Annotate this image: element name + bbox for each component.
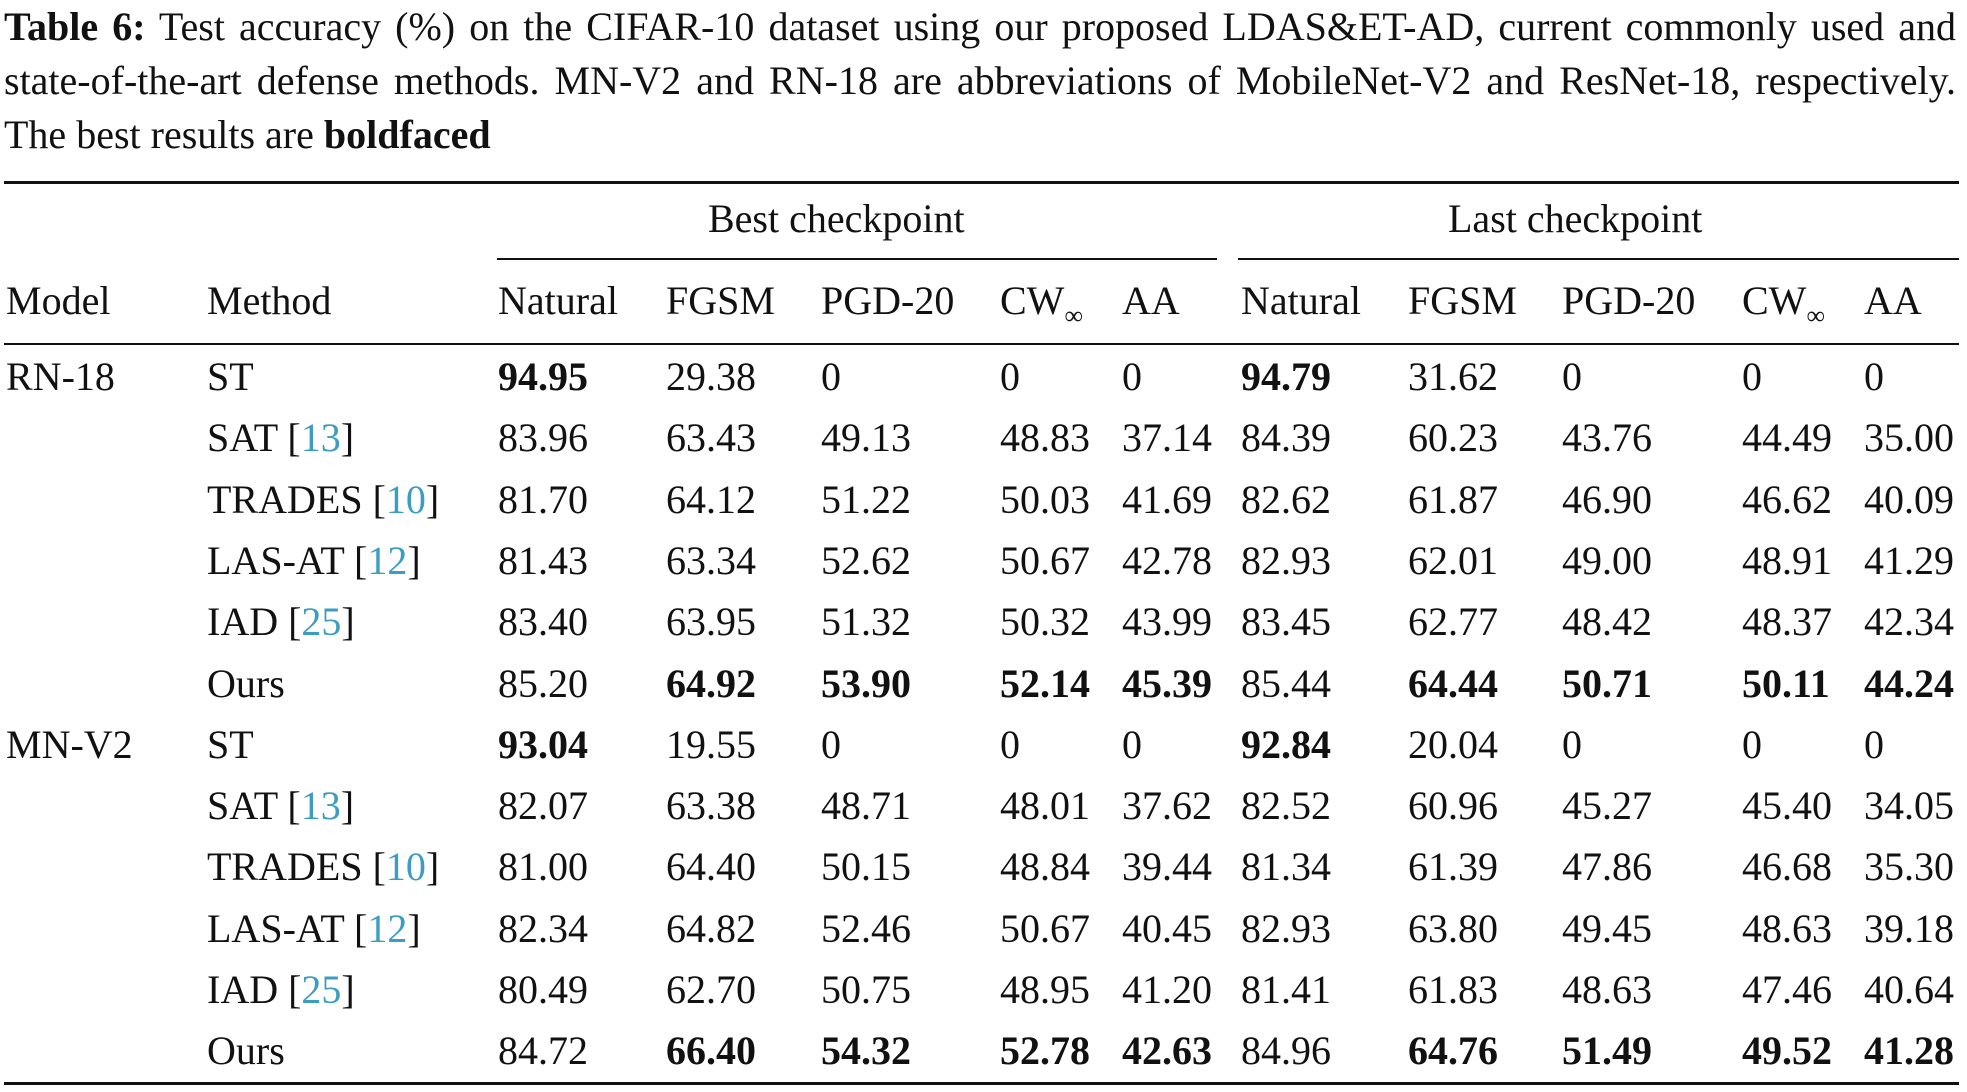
last-aa-value: 35.30 — [1864, 844, 1954, 890]
method-name: Ours — [207, 1028, 285, 1074]
last-aa-value: 41.29 — [1864, 537, 1954, 583]
last-aa-value: 0 — [1864, 354, 1884, 399]
citation-link[interactable]: 25 — [301, 599, 342, 645]
last-fgsm-value: 63.80 — [1408, 905, 1498, 951]
last-natural-value: 82.93 — [1241, 537, 1331, 583]
best-fgsm-value: 29.38 — [666, 354, 756, 399]
citation-link[interactable]: 12 — [367, 905, 408, 951]
best-pgd20-value: 0 — [821, 354, 841, 399]
best-pgd20-value: 50.75 — [821, 967, 911, 1012]
method-cell — [207, 353, 254, 401]
best-pgd20-value: 0 — [821, 721, 841, 767]
best-pgd20-value: 48.71 — [821, 783, 911, 829]
last-aa-value: 35.00 — [1864, 415, 1954, 461]
last-aa-value: 39.18 — [1864, 905, 1954, 951]
header-best-cw — [1000, 277, 1083, 330]
best-cw-value: 50.67 — [1000, 905, 1090, 951]
best-aa-value: 41.69 — [1122, 476, 1212, 522]
best-natural-value: 81.43 — [498, 537, 588, 583]
header-last-pgd20 — [1562, 277, 1695, 325]
last-fgsm-value: 62.77 — [1408, 599, 1498, 645]
best-aa-value: 45.39 — [1122, 660, 1212, 706]
best-aa-value: 39.44 — [1122, 844, 1212, 890]
last-natural-value: 82.52 — [1241, 783, 1331, 829]
last-fgsm-value: 61.83 — [1408, 967, 1498, 1012]
best-cw-value: 0 — [1000, 354, 1020, 399]
last-fgsm-value: 64.76 — [1408, 1028, 1498, 1074]
best-pgd20-value: 52.46 — [821, 905, 911, 951]
last-aa-value: 0 — [1864, 721, 1884, 767]
best-aa-value: 37.14 — [1122, 415, 1212, 461]
metric-label: AA — [1122, 278, 1180, 323]
method-name: ST — [207, 354, 254, 399]
bottom-rule — [4, 1082, 1959, 1085]
caption-bold-word: boldfaced — [323, 112, 491, 157]
last-group-rule — [1238, 258, 1959, 260]
header-best-checkpoint: Best checkpoint — [708, 196, 965, 241]
method-name: SAT [ — [207, 415, 301, 461]
citation-link[interactable]: 13 — [300, 783, 341, 829]
last-cw-value: 47.46 — [1742, 967, 1832, 1012]
best-cw-value: 48.84 — [1000, 844, 1090, 890]
last-pgd20-value: 46.90 — [1562, 476, 1652, 522]
best-fgsm-value: 64.40 — [666, 844, 756, 890]
last-natural-value: 81.41 — [1241, 967, 1331, 1012]
header-last-checkpoint: Last checkpoint — [1448, 196, 1703, 241]
best-pgd20-value: 54.32 — [821, 1028, 911, 1074]
last-cw-value: 50.11 — [1742, 660, 1830, 706]
last-pgd20-value: 50.71 — [1562, 660, 1652, 706]
best-fgsm-value: 63.34 — [666, 537, 756, 583]
best-fgsm-value: 64.92 — [666, 660, 756, 706]
last-natural-value: 82.93 — [1241, 905, 1331, 951]
best-fgsm-value: 63.43 — [666, 415, 756, 461]
method-cell — [207, 1027, 285, 1075]
best-aa-value: 41.20 — [1122, 967, 1212, 1012]
best-natural-value: 80.49 — [498, 967, 588, 1012]
method-name: TRADES [ — [207, 476, 386, 522]
header-rule — [4, 343, 1959, 345]
header-last-fgsm — [1408, 277, 1517, 325]
last-fgsm-value: 31.62 — [1408, 354, 1498, 399]
last-aa-value: 34.05 — [1864, 783, 1954, 829]
method-cell — [207, 537, 421, 585]
best-fgsm-value: 64.12 — [666, 476, 756, 522]
header-last-aa — [1864, 277, 1922, 325]
best-natural-value: 81.00 — [498, 844, 588, 890]
last-pgd20-value: 0 — [1562, 721, 1582, 767]
last-natural-value: 94.79 — [1241, 354, 1331, 399]
method-name: LAS-AT [ — [207, 537, 368, 583]
last-pgd20-value: 48.42 — [1562, 599, 1652, 645]
best-natural-value: 84.72 — [498, 1028, 588, 1074]
best-cw-value: 50.32 — [1000, 599, 1090, 645]
method-name: ST — [207, 721, 254, 767]
best-fgsm-value: 63.38 — [666, 783, 756, 829]
last-pgd20-value: 0 — [1562, 354, 1582, 399]
header-best-pgd20 — [821, 277, 954, 325]
last-aa-value: 42.34 — [1864, 599, 1954, 645]
last-cw-value: 0 — [1742, 721, 1762, 767]
best-cw-value: 52.14 — [1000, 660, 1090, 706]
method-cell — [207, 598, 355, 646]
best-natural-value: 94.95 — [498, 354, 588, 399]
best-pgd20-value: 51.32 — [821, 599, 911, 645]
last-fgsm-value: 61.87 — [1408, 476, 1498, 522]
last-fgsm-value: 61.39 — [1408, 844, 1498, 890]
last-cw-value: 46.68 — [1742, 844, 1832, 890]
best-natural-value: 85.20 — [498, 660, 588, 706]
last-pgd20-value: 49.00 — [1562, 537, 1652, 583]
last-fgsm-value: 20.04 — [1408, 721, 1498, 767]
best-fgsm-value: 62.70 — [666, 967, 756, 1012]
citation-link[interactable]: 13 — [300, 415, 341, 461]
citation-bracket: ] — [425, 476, 440, 522]
last-fgsm-value: 62.01 — [1408, 537, 1498, 583]
method-cell — [207, 476, 439, 524]
last-natural-value: 82.62 — [1241, 476, 1331, 522]
last-aa-value: 44.24 — [1864, 660, 1954, 706]
method-cell — [207, 721, 254, 769]
last-fgsm-value: 60.23 — [1408, 415, 1498, 461]
citation-link[interactable]: 10 — [385, 476, 426, 522]
last-pgd20-value: 45.27 — [1562, 783, 1652, 829]
method-name: SAT [ — [207, 783, 301, 829]
last-cw-value: 48.91 — [1742, 537, 1832, 583]
metric-label: CW — [1742, 278, 1807, 323]
metric-label: CW — [1000, 278, 1065, 323]
best-fgsm-value: 66.40 — [666, 1028, 756, 1074]
header-best-aa — [1122, 277, 1180, 325]
metric-label: Natural — [1241, 278, 1361, 323]
method-cell — [207, 782, 354, 830]
last-pgd20-value: 48.63 — [1562, 967, 1652, 1012]
best-aa-value: 37.62 — [1122, 783, 1212, 829]
method-cell — [207, 905, 421, 953]
best-aa-value: 0 — [1122, 721, 1142, 767]
citation-link[interactable]: 25 — [301, 967, 342, 1012]
last-fgsm-value: 60.96 — [1408, 783, 1498, 829]
method-name: IAD [ — [207, 967, 302, 1012]
last-aa-value: 40.64 — [1864, 967, 1954, 1012]
best-natural-value: 83.40 — [498, 599, 588, 645]
citation-bracket: ] — [407, 537, 421, 583]
header-best-fgsm — [666, 277, 775, 325]
metric-label: FGSM — [666, 278, 775, 323]
metric-label: Natural — [498, 278, 618, 323]
last-pgd20-value: 43.76 — [1562, 415, 1652, 461]
best-group-rule — [497, 258, 1217, 260]
citation-link[interactable]: 12 — [367, 537, 408, 583]
model-label: RN-18 — [6, 354, 115, 399]
last-cw-value: 45.40 — [1742, 783, 1832, 829]
last-natural-value: 85.44 — [1241, 660, 1331, 706]
best-aa-value: 42.78 — [1122, 537, 1212, 583]
method-name: IAD [ — [207, 599, 302, 645]
last-pgd20-value: 51.49 — [1562, 1028, 1652, 1074]
last-natural-value: 84.39 — [1241, 415, 1331, 461]
best-cw-value: 48.01 — [1000, 783, 1090, 829]
best-pgd20-value: 51.22 — [821, 476, 911, 522]
table-caption — [4, 0, 1956, 162]
best-natural-value: 82.07 — [498, 783, 588, 829]
header-model: Model — [6, 278, 111, 323]
last-natural-value: 92.84 — [1241, 721, 1331, 767]
method-name: Ours — [207, 660, 285, 706]
best-cw-value: 50.03 — [1000, 476, 1090, 522]
header-method: Method — [207, 278, 332, 323]
caption-text: Test accuracy (%) on the CIFAR-10 dataset using our proposed LDAS&ET-AD, current commonly used and state-of-the-art defense methods. MN-V2 and RN-18 are abbreviations of MobileNet-V2 and ResNet-18, respectively. The best results are — [4, 4, 1956, 157]
citation-link[interactable]: 10 — [385, 844, 426, 890]
header-best-natural — [498, 277, 618, 325]
last-cw-value: 44.49 — [1742, 415, 1832, 461]
last-cw-value: 48.63 — [1742, 905, 1832, 951]
citation-bracket: ] — [340, 783, 355, 829]
best-natural-value: 93.04 — [498, 721, 588, 767]
citation-bracket: ] — [341, 599, 355, 645]
best-cw-value: 0 — [1000, 721, 1020, 767]
best-fgsm-value: 63.95 — [666, 599, 756, 645]
last-aa-value: 40.09 — [1864, 476, 1954, 522]
best-aa-value: 0 — [1122, 354, 1142, 399]
last-cw-value: 46.62 — [1742, 476, 1832, 522]
best-fgsm-value: 19.55 — [666, 721, 756, 767]
last-fgsm-value: 64.44 — [1408, 660, 1498, 706]
method-name: TRADES [ — [207, 844, 386, 890]
best-cw-value: 52.78 — [1000, 1028, 1090, 1074]
best-aa-value: 43.99 — [1122, 599, 1212, 645]
metric-label: PGD-20 — [1562, 278, 1696, 323]
last-natural-value: 81.34 — [1241, 844, 1331, 890]
best-natural-value: 83.96 — [498, 415, 588, 461]
last-pgd20-value: 49.45 — [1562, 905, 1652, 951]
citation-bracket: ] — [407, 905, 421, 951]
best-aa-value: 42.63 — [1122, 1028, 1212, 1074]
metric-label: FGSM — [1408, 278, 1517, 323]
best-cw-value: 50.67 — [1000, 537, 1090, 583]
best-cw-value: 48.95 — [1000, 967, 1090, 1012]
method-cell — [207, 843, 439, 891]
method-cell — [207, 414, 354, 462]
last-cw-value: 0 — [1742, 354, 1762, 399]
citation-bracket: ] — [341, 967, 355, 1012]
method-name: LAS-AT [ — [207, 905, 368, 951]
best-pgd20-value: 50.15 — [821, 844, 911, 890]
best-pgd20-value: 49.13 — [821, 415, 911, 461]
last-pgd20-value: 47.86 — [1562, 844, 1652, 890]
best-natural-value: 82.34 — [498, 905, 588, 951]
metric-label: PGD-20 — [821, 278, 955, 323]
last-cw-value: 49.52 — [1742, 1028, 1832, 1074]
best-aa-value: 40.45 — [1122, 905, 1212, 951]
top-rule — [4, 181, 1959, 184]
header-last-cw — [1742, 277, 1825, 330]
last-natural-value: 83.45 — [1241, 599, 1331, 645]
last-aa-value: 41.28 — [1864, 1028, 1954, 1074]
caption-label: Table 6: — [4, 4, 146, 49]
best-fgsm-value: 64.82 — [666, 905, 756, 951]
last-cw-value: 48.37 — [1742, 599, 1832, 645]
best-pgd20-value: 53.90 — [821, 660, 911, 706]
citation-bracket: ] — [340, 415, 355, 461]
best-cw-value: 48.83 — [1000, 415, 1090, 461]
best-natural-value: 81.70 — [498, 476, 588, 522]
cw-subscript: ∞ — [1806, 301, 1825, 330]
best-pgd20-value: 52.62 — [821, 537, 911, 583]
header-last-natural — [1241, 277, 1361, 325]
metric-label: AA — [1864, 278, 1922, 323]
method-cell — [207, 966, 355, 1014]
last-natural-value: 84.96 — [1241, 1028, 1331, 1074]
cw-subscript: ∞ — [1064, 301, 1083, 330]
model-label: MN-V2 — [6, 721, 133, 767]
citation-bracket: ] — [425, 844, 440, 890]
method-cell — [207, 660, 285, 708]
